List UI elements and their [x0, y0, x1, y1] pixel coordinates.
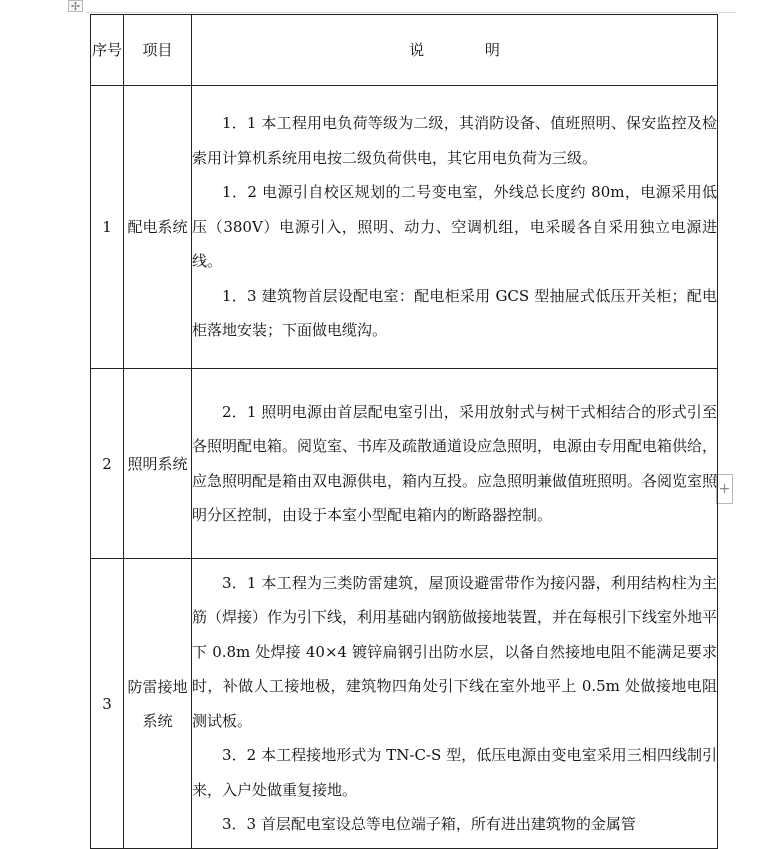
paragraph: 3．1 本工程为三类防雷建筑，屋顶设避雷带作为接闪器，利用结构柱为主筋（焊接）作为引下线，利用基础内钢筋做接地装置，并在每根引下线室外地平下 0.8m 处焊接 40×4 镀锌扁钢引出防水层，以备自然接地电阻不能满足要求时，补做人工接地极，建筑物四角处引下线在室外地平上 0.5m 处做接地电阻测试板。: [192, 573, 718, 730]
row-item: 照明系统: [124, 369, 192, 559]
paragraph: 2．1 照明电源由首层配电室引出，采用放射式与树干式相结合的形式引至各照明配电箱。阅览室、书库及疏散通道设应急照明，电源由专用配电箱供给，应急照明配是箱由双电源供电，箱内互投。应急照明兼做值班照明。各阅览室照明分区控制，由设于本室小型配电箱内的断路器控制。: [192, 402, 718, 524]
row-description[interactable]: [192, 369, 718, 559]
table-header-row: [91, 15, 718, 86]
paragraph: 3．3 首层配电室设总等电位端子箱，所有进出建筑物的金属管: [222, 815, 636, 833]
row-index: 2: [91, 369, 124, 559]
header-item: 项目: [124, 15, 192, 86]
move-cross-icon: ✢: [70, 0, 81, 13]
plus-icon: +: [718, 481, 731, 497]
table-row: [91, 369, 718, 559]
paragraph: 1．2 电源引自校区规划的二号变电室，外线总长度约 80m，电源采用低压（380V）电源引入，照明、动力、空调机组，电采暖各自采用独立电源进线。: [192, 183, 717, 271]
page-top-border: [86, 12, 736, 13]
header-description: 说 明: [192, 15, 718, 86]
add-column-button[interactable]: [716, 474, 733, 504]
row-index: 1: [91, 86, 124, 369]
row-index: 3: [91, 559, 124, 849]
paragraph: 3．2 本工程接地形式为 TN-C-S 型，低压电源由变电室采用三相四线制引来，入户处做重复接地。: [192, 746, 717, 799]
table-row: [91, 86, 718, 369]
paragraph: 1．1 本工程用电负荷等级为二级，其消防设备、值班照明、保安监控及检索用计算机系统用电按二级负荷供电，其它用电负荷为三级。: [192, 114, 717, 167]
table-row: [91, 559, 718, 849]
row-item: 防雷接地系统: [124, 559, 192, 849]
row-description[interactable]: [192, 559, 718, 849]
row-item: 配电系统: [124, 86, 192, 369]
table-move-handle[interactable]: [68, 0, 83, 12]
row-description[interactable]: [192, 86, 718, 369]
header-index: 序号: [91, 15, 124, 86]
spec-table: [90, 14, 718, 849]
paragraph: 1．3 建筑物首层设配电室：配电柜采用 GCS 型抽屉式低压开关柜；配电柜落地安装；下面做电缆沟。: [192, 286, 717, 340]
